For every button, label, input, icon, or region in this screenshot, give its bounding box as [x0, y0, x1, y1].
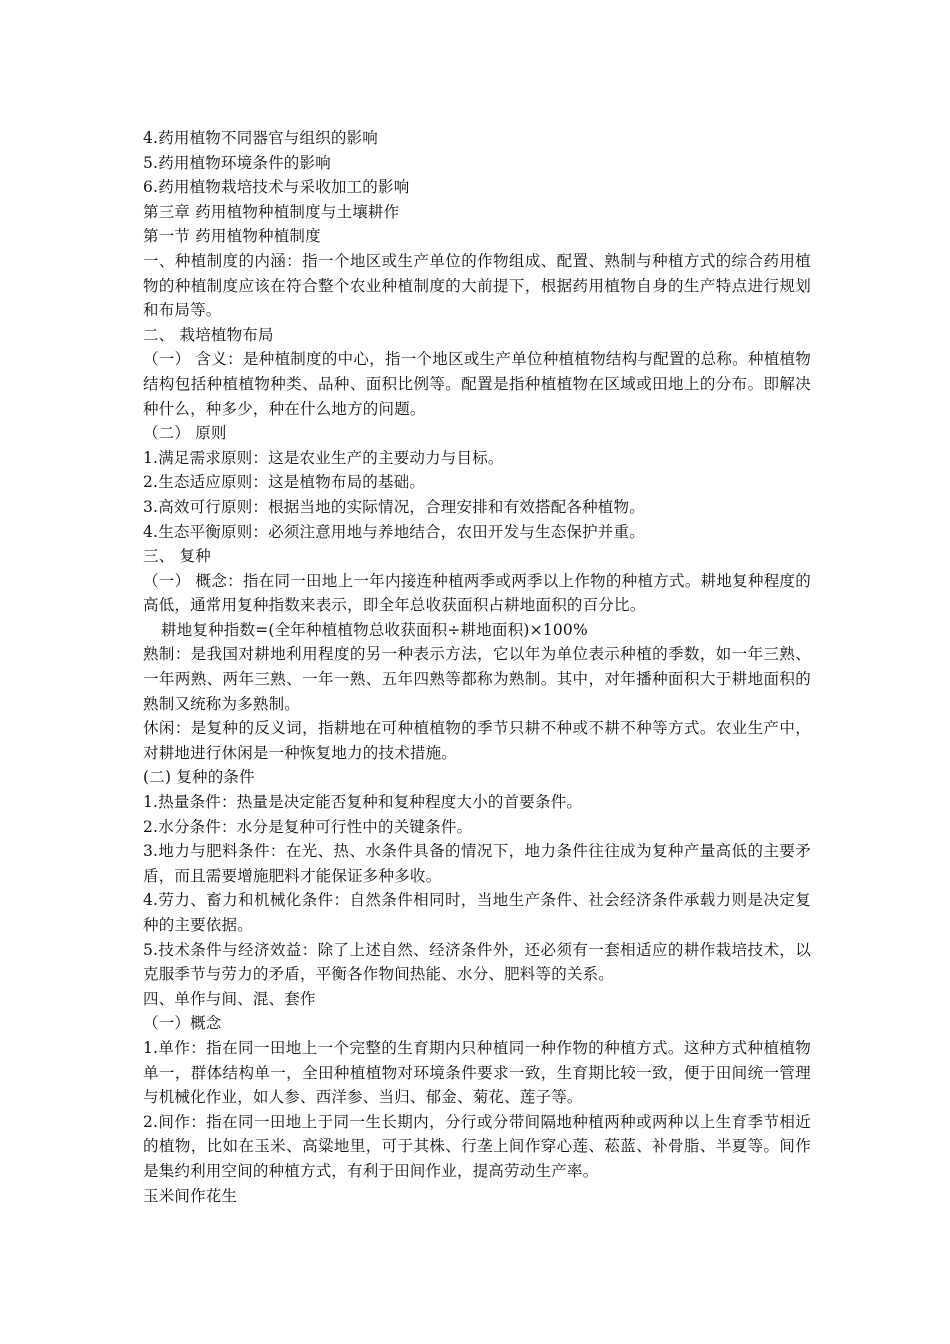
- list-item: 1.热量条件：热量是决定能否复种和复种程度大小的首要条件。: [143, 793, 583, 812]
- paragraph: 5.药用植物环境条件的影响: [143, 153, 331, 172]
- list-item: 1.单作：指在同一田地上一个完整的生育期内只种植同一种作物的种植方式。这种方式种植植物单一，群体结构单一，全田种植植物对环境条件要求一致，生育期比较一致，便于田间统一管理与机械化作业，如人参、西洋参、当归、郁金、菊花、莲子等。: [143, 1038, 811, 1107]
- paragraph: 玉米间作花生: [143, 1186, 238, 1205]
- subsection-heading: (二) 复种的条件: [143, 768, 255, 787]
- list-item: 2.间作：指在同一田地上于同一生长期内，分行或分带间隔地种植两种或两种以上生育季节相近的植物，比如在玉米、高粱地里，可于其株、行垄上间作穿心莲、菘蓝、补骨脂、半夏等。间作是集约利用空间的种植方式，有利于田间作业，提高劳动生产率。: [143, 1112, 811, 1180]
- paragraph: 休闲：是复种的反义词，指耕地在可种植植物的季节只耕不种或不耕不种等方式。农业生产中，对耕地进行休闲是一种恢复地力的技术措施。: [143, 719, 811, 762]
- chapter-heading: 第三章 药用植物种植制度与土壤耕作: [143, 202, 400, 221]
- section-heading: 第一节 药用植物种植制度: [143, 227, 321, 246]
- list-item: 1.满足需求原则：这是农业生产的主要动力与目标。: [143, 448, 504, 467]
- list-item: 3.地力与肥料条件：在光、热、水条件具备的情况下，地力条件往往成为复种产量高低的主要矛盾，而且需要增施肥料才能保证多种多收。: [143, 842, 811, 885]
- list-item: 4.生态平衡原则：必须注意用地与养地结合，农田开发与生态保护并重。: [143, 522, 645, 541]
- paragraph: 熟制：是我国对耕地利用程度的另一种表示方法，它以年为单位表示种植的季数，如一年三熟、一年两熟、两年三熟、一年一熟、五年四熟等都称为熟制。其中，对年播种面积大于耕地面积的熟制又统称为多熟制。: [143, 645, 811, 713]
- subsection-heading: （二） 原则: [143, 424, 227, 443]
- list-item: 2.水分条件：水分是复种可行性中的关键条件。: [143, 817, 473, 836]
- list-item: 2.生态适应原则：这是植物布局的基础。: [143, 473, 426, 492]
- subsection-heading: 四、单作与间、混、套作: [143, 989, 316, 1008]
- list-item: 3.高效可行原则：根据当地的实际情况，合理安排和有效搭配各种植物。: [143, 497, 645, 516]
- paragraph: 一、种植制度的内涵：指一个地区或生产单位的作物组成、配置、熟制与种植方式的综合药用植物的种植制度应该在符合整个农业种植制度的大前提下，根据药用植物自身的生产特点进行规划和布局等。: [143, 251, 811, 320]
- document-body: [143, 126, 811, 1208]
- subsection-heading: 二、 栽培植物布局: [143, 325, 274, 344]
- list-item: 4.劳力、畜力和机械化条件：自然条件相同时，当地生产条件、社会经济条件承载力则是决定复种的主要依据。: [143, 891, 811, 934]
- subsection-heading: 三、 复种: [143, 547, 211, 566]
- formula: 耕地复种指数=(全年种植植物总收获面积÷耕地面积)×100%: [161, 620, 588, 639]
- subsection-heading: （一）概念: [143, 1014, 222, 1033]
- paragraph: （一） 概念：指在同一田地上一年内接连种植两季或两季以上作物的种植方式。耕地复种程度的高低，通常用复种指数来表示，即全年总收获面积占耕地面积的百分比。: [143, 571, 811, 615]
- paragraph: 6.药用植物栽培技术与采收加工的影响: [143, 178, 410, 197]
- paragraph: （一） 含义：是种植制度的中心，指一个地区或生产单位种植植物结构与配置的总称。种植植物结构包括种植植物种类、品种、面积比例等。配置是指种植植物在区域或田地上的分布。即解决种什么，种多少，种在什么地方的问题。: [143, 350, 811, 418]
- list-item: 5.技术条件与经济效益：除了上述自然、经济条件外，还必须有一套相适应的耕作栽培技术，以克服季节与劳力的矛盾，平衡各作物间热能、水分、肥料等的关系。: [143, 940, 811, 984]
- paragraph: 4.药用植物不同器官与组织的影响: [143, 129, 378, 147]
